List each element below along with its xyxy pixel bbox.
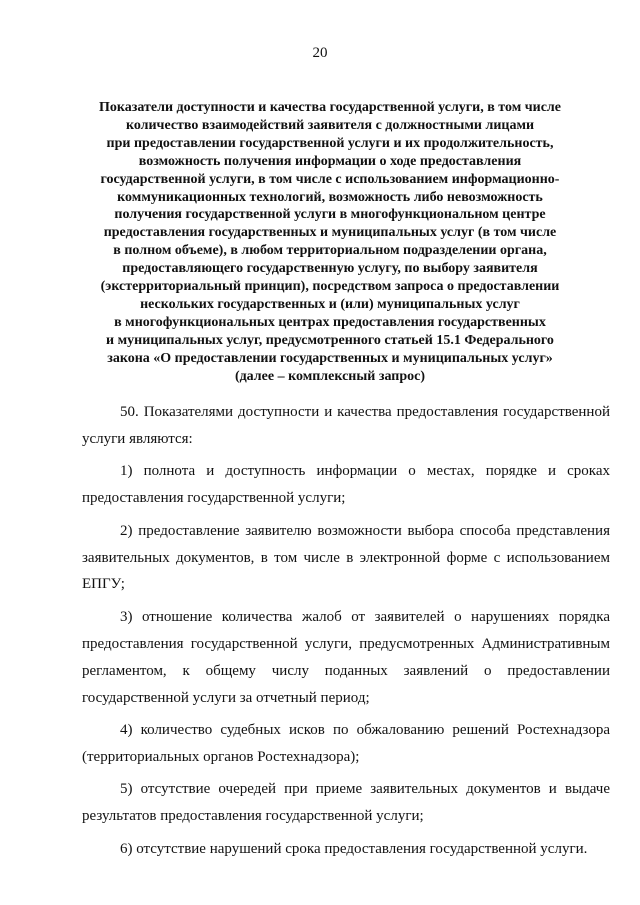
- heading-line: получения государственной услуги в многофункциональном центре: [114, 207, 546, 223]
- list-item-3: 3) отношение количества жалоб от заявителей о нарушениях порядка предоставления государственной услуги, предусмотренных Административным регламентом, к общему числу поданных заявлений о предоставлении государственной услуги за отчетный период;: [82, 608, 610, 706]
- heading-line: предоставления государственных и муниципальных услуг (в том числе: [103, 225, 557, 241]
- heading-line: Показатели доступности и качества государственной услуги, в том числе: [98, 100, 561, 115]
- list-item-2: 2) предоставление заявителю возможности выбора способа представления заявительных документов, в том числе в электронной форме с использованием ЕПГУ;: [82, 522, 610, 593]
- heading-line: в полном объеме), в любом территориальном подразделении органа,: [113, 243, 547, 259]
- heading-line: государственной услуги, в том числе с использованием информационно-: [100, 171, 560, 187]
- page-number: 20: [312, 45, 328, 61]
- list-item-1: 1) полнота и доступность информации о местах, порядке и сроках предоставления государственной услуги;: [82, 463, 610, 507]
- heading-line: количество взаимодействий заявителя с должностными лицами: [125, 117, 535, 133]
- list-item-6: 6) отсутствие нарушений срока предоставления государственной услуги.: [120, 840, 588, 857]
- heading-line: (далее – комплексный запрос): [234, 368, 426, 384]
- heading-line: закона «О предоставлении государственных и муниципальных услуг»: [107, 350, 553, 366]
- heading-line: нескольких государственных и (или) муниципальных услуг: [140, 296, 520, 312]
- heading-line: при предоставлении государственной услуги и их продолжительность,: [106, 135, 554, 151]
- heading-line: (экстерриториальный принцип), посредством запроса о предоставлении: [100, 279, 560, 295]
- heading-line: в многофункциональных центрах предоставления государственных: [114, 314, 546, 330]
- paragraph-item-50: 50. Показателями доступности и качества предоставления государственной услуги являются:: [82, 404, 610, 447]
- section-heading: [60, 99, 600, 386]
- heading-line: возможность получения информации о ходе предоставления: [138, 153, 522, 169]
- body-text: [82, 399, 610, 863]
- heading-line: предоставляющего государственную услугу, по выбору заявителя: [122, 261, 538, 277]
- heading-line: коммуникационных технологий, возможность либо невозможность: [117, 189, 543, 205]
- list-item-4: 4) количество судебных исков по обжалованию решений Ростехнадзора (территориальных органов Ростехнадзора);: [82, 721, 610, 765]
- list-item-5: 5) отсутствие очередей при приеме заявительных документов и выдаче результатов предоставления государственной услуги;: [82, 781, 610, 825]
- heading-line: и муниципальных услуг, предусмотренного статьей 15.1 Федерального: [106, 332, 554, 348]
